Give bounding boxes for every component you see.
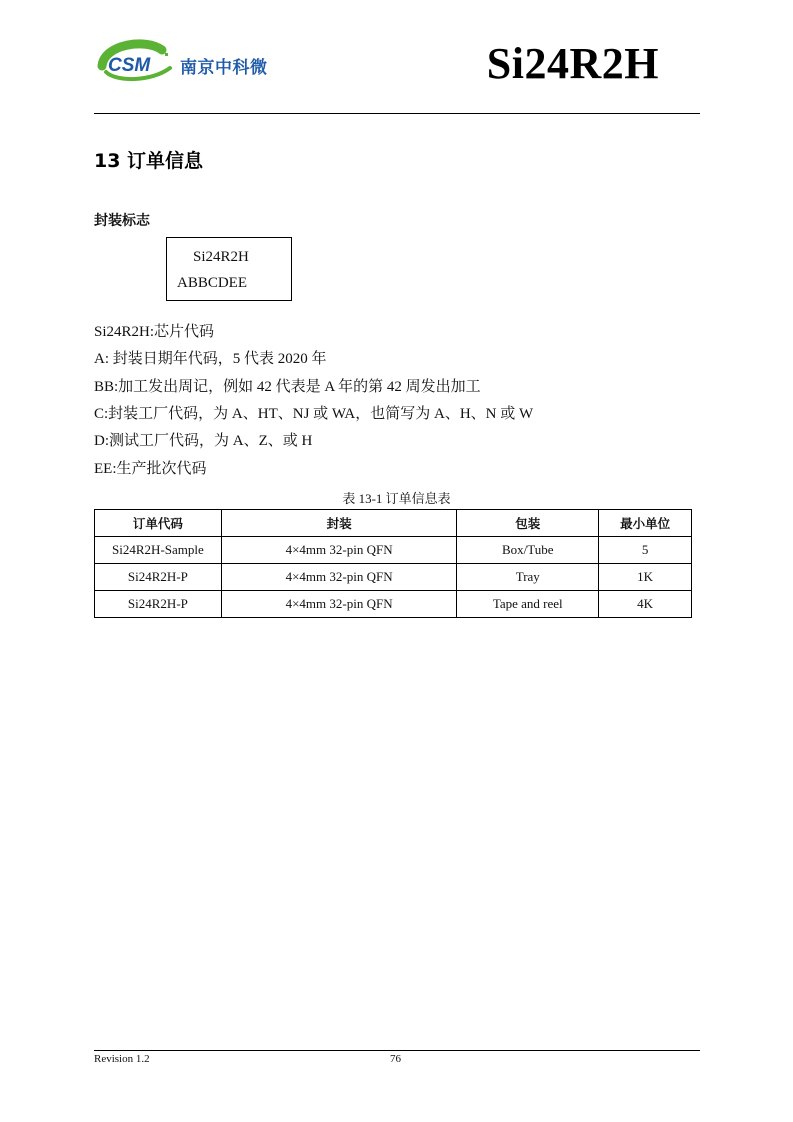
header-min-unit: 最小单位 xyxy=(599,510,692,537)
table-header-row xyxy=(95,510,692,537)
page-number: 76 xyxy=(390,1053,401,1065)
csm-swoosh-logo-icon xyxy=(96,36,186,86)
cell-packing: Tray xyxy=(457,564,599,591)
header-order-code: 订单代码 xyxy=(95,510,222,537)
logo-text: CSM xyxy=(108,55,151,76)
marking-description: EE:生产批次代码 xyxy=(94,461,207,477)
header-packing: 包装 xyxy=(457,510,599,537)
marking-description: D:测试工厂代码，为 A、Z、或 H xyxy=(94,433,313,449)
marking-description: A: 封装日期年代码，5 代表 2020 年 xyxy=(94,351,327,367)
cell-package: 4×4mm 32-pin QFN xyxy=(221,564,457,591)
cell-order-code: Si24R2H-Sample xyxy=(95,537,222,564)
footer-revision: Revision 1.2 xyxy=(94,1053,150,1065)
cell-min-unit: 5 xyxy=(599,537,692,564)
table-row xyxy=(95,564,692,591)
cell-order-code: Si24R2H-P xyxy=(95,591,222,618)
marking-subtitle: 封装标志 xyxy=(94,213,150,229)
header-divider xyxy=(94,113,700,114)
cell-min-unit: 4K xyxy=(599,591,692,618)
header-package: 封装 xyxy=(221,510,457,537)
company-name: 南京中科微 xyxy=(180,58,268,78)
table-caption: 表 13-1 订单信息表 xyxy=(342,491,451,506)
cell-package: 4×4mm 32-pin QFN xyxy=(221,591,457,618)
marking-description: C:封装工厂代码，为 A、HT、NJ 或 WA，也简写为 A、H、N 或 W xyxy=(94,406,534,422)
marking-line-2: ABBCDEE xyxy=(177,275,248,291)
marking-line-1: Si24R2H xyxy=(193,249,249,265)
model-title: Si24R2H xyxy=(486,39,659,88)
marking-description: BB:加工发出周记，例如 42 代表是 A 年的第 42 周发出加工 xyxy=(94,379,481,395)
table-row xyxy=(95,537,692,564)
cell-order-code: Si24R2H-P xyxy=(95,564,222,591)
cell-min-unit: 1K xyxy=(599,564,692,591)
order-info-table xyxy=(94,509,692,618)
cell-packing: Tape and reel xyxy=(457,591,599,618)
section-title: 13 订单信息 xyxy=(94,150,204,172)
package-marking-box xyxy=(166,237,292,301)
marking-description: Si24R2H:芯片代码 xyxy=(94,324,215,340)
cell-packing: Box/Tube xyxy=(457,537,599,564)
table-row xyxy=(95,591,692,618)
footer-divider xyxy=(94,1050,700,1051)
cell-package: 4×4mm 32-pin QFN xyxy=(221,537,457,564)
